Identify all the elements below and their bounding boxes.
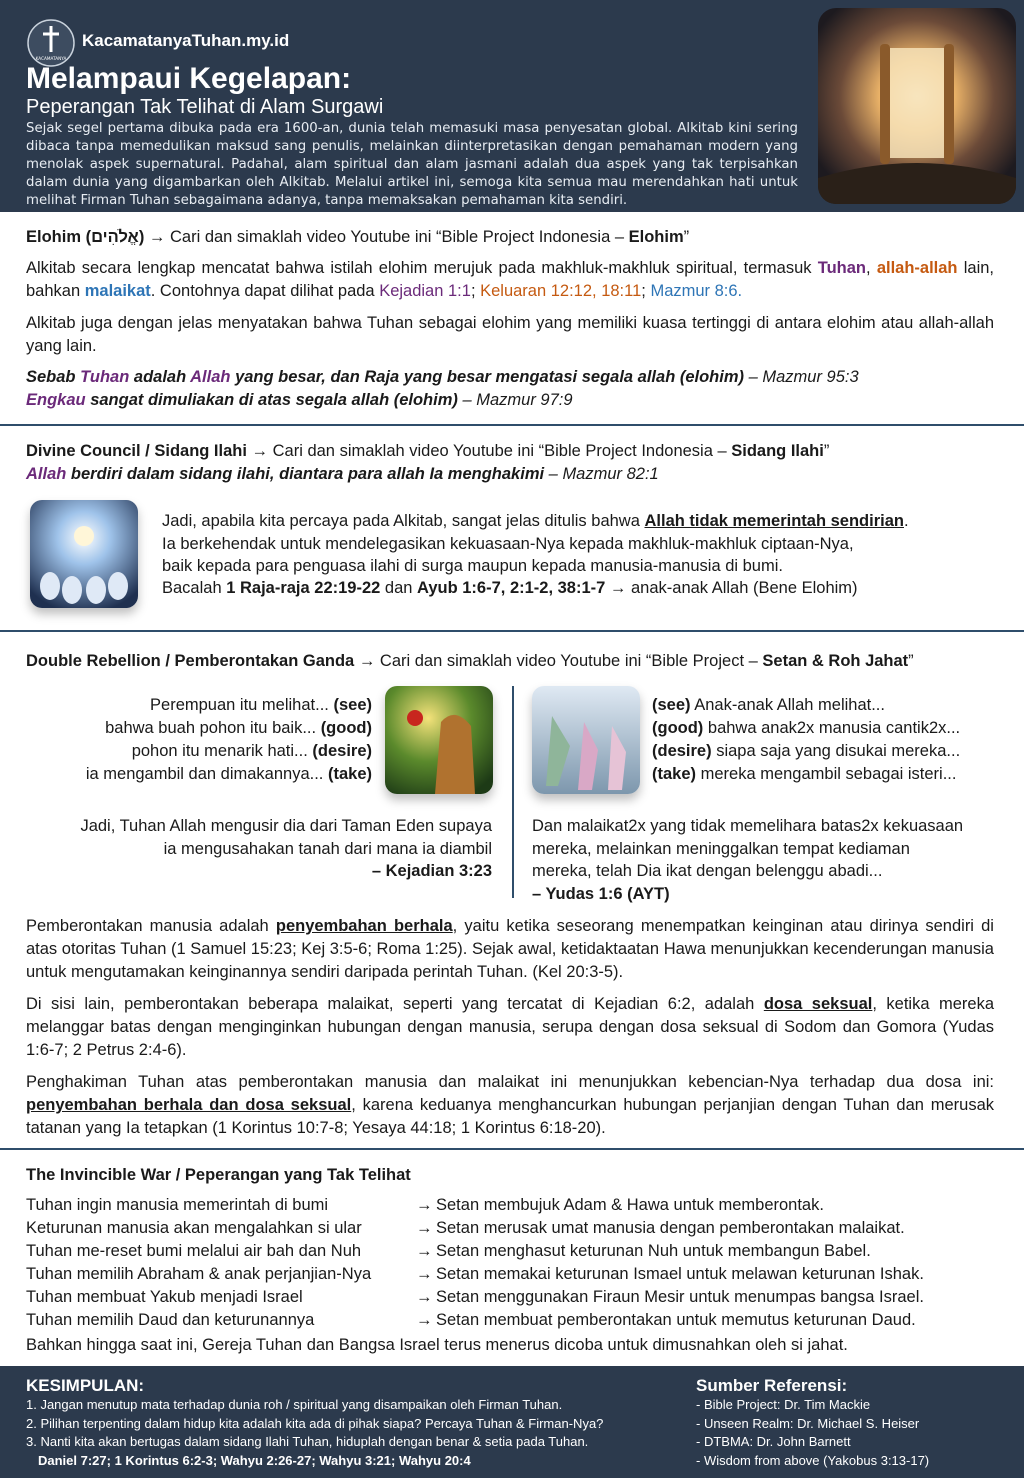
war-row (26, 1242, 996, 1264)
arrow-right-icon: → (416, 1242, 433, 1260)
war-satan-action: Setan menggunakan Firaun Mesir untuk menumpas bangsa Israel. (436, 1288, 924, 1306)
text: sangat dimuliakan di atas segala allah (elohim) (85, 391, 458, 409)
verse-line: mereka, telah Dia ikat dengan belenggu abadi... (532, 862, 883, 880)
text: ia mengambil dan dimakannya... (85, 765, 328, 783)
reference-title: Sumber Referensi: (696, 1376, 848, 1395)
sep: ; (470, 282, 481, 300)
war-satan-action: Setan membujuk Adam & Hawa untuk memberontak. (436, 1196, 824, 1214)
council-text-4 (162, 577, 1002, 600)
verse-ref: – Mazmur 97:9 (457, 391, 573, 409)
divine-council-image (30, 500, 138, 608)
eve-line-desire (26, 740, 372, 763)
conclusion-title: KESIMPULAN: (26, 1376, 145, 1395)
arrow-right-icon: → (416, 1219, 433, 1237)
war-god-action: Tuhan me-reset bumi melalui air bah dan Nuh (26, 1242, 362, 1260)
text: siapa saja yang disukai mereka... (711, 742, 961, 760)
elohim-paragraph-2: Alkitab juga dengan jelas menyatakan bahwa Tuhan sebagai elohim yang memiliki kuasa tertinggi di antara elohim atau allah-allah yang lain. (26, 314, 994, 355)
keyword: (see) (652, 696, 691, 714)
keyword: (desire) (652, 742, 712, 760)
war-row (26, 1288, 996, 1310)
verse-ref: – Mazmur 95:3 (744, 368, 859, 386)
footer (0, 1366, 1024, 1478)
war-satan-action: Setan merusak umat manusia dengan pemberontakan malaikat. (436, 1219, 905, 1237)
page-subtitle: Peperangan Tak Telihat di Alam Surgawi (26, 96, 384, 118)
council-heading (26, 440, 994, 463)
ref-kejadian: Kejadian 1:1 (379, 282, 471, 300)
emphasis: penyembahan berhala dan dosa seksual (26, 1096, 352, 1114)
highlight-tuhan: Tuhan (817, 259, 866, 277)
conclusion-item: 2. Pilihan terpenting dalam hidup kita adalah kita ada di pihak siapa? Percaya Tuhan & Firman-Nya? (26, 1415, 604, 1431)
text: pohon itu menarik hati... (131, 742, 313, 760)
rebellion-paragraph-3 (26, 1071, 994, 1140)
emphasis: dosa seksual (763, 995, 873, 1013)
ref-ayub: Ayub 1:6-7, 2:1-2, 38:1-7 (417, 579, 606, 597)
angel-line-take (652, 763, 1012, 786)
eve-line-good (26, 717, 372, 740)
war-god-action: Tuhan memilih Daud dan keturunannya (26, 1311, 315, 1329)
rebellion-title: Double Rebellion / Pemberontakan Ganda (26, 652, 355, 670)
text: Anak-anak Allah melihat... (690, 696, 885, 714)
war-row (26, 1311, 996, 1333)
arrow-right-icon: → (416, 1311, 433, 1329)
verse-ref: – Yudas 1:6 (AYT) (532, 884, 670, 903)
text: yang besar, dan Raja yang besar mengatasi segala allah (elohim) (230, 368, 745, 386)
text: mereka mengambil sebagai isteri... (696, 765, 957, 783)
conclusion-verses: Daniel 7:27; 1 Korintus 6:2-3; Wahyu 2:26-27; Wahyu 3:21; Wahyu 20:4 (38, 1452, 471, 1468)
war-heading: The Invincible War / Peperangan yang Tak Telihat (26, 1166, 411, 1184)
text: Jadi, apabila kita percaya pada Alkitab, sangat jelas ditulis bahwa (162, 512, 645, 530)
text: , ketika mereka melanggar batas dengan menginginkan hubungan dengan manusia, serupa dengan dosa seksual di Sodom dan Gomora (Yudas 1:6-7; 2 Petrus 2:4-6). (26, 995, 995, 1059)
elohim-video-title: Elohim (628, 228, 684, 246)
keyword: (see) (333, 696, 372, 714)
war-row (26, 1265, 996, 1287)
eve-lines (26, 694, 372, 786)
text: lain, bahkan (26, 259, 994, 300)
highlight-malaikat: malaikat (84, 282, 151, 300)
page-title: Melampaui Kegelapan: (26, 62, 352, 95)
text: , yaitu ketika seseorang menempatkan keinginan atau dirinya sendiri di atas otoritas Tuhan (1 Samuel 15:23; Kej 3:5-6; Roma 1:25). Sejak awal, ketidaktaatan Hawa menunjukkan kecenderungan manusia untuk mengutamakan keinginannya sendiri daripada perintah Tuhan. (Kel 20:3-5). (26, 917, 994, 981)
quote-mazmur-95 (26, 366, 994, 389)
text: Alkitab secara lengkap mencatat bahwa istilah elohim merujuk pada makhluk-makhluk spiritual, termasuk (26, 259, 818, 277)
conclusion-list (26, 1396, 686, 1470)
text: Penghakiman Tuhan atas pemberontakan manusia dan malaikat ini menunjukkan kebencian-Nya terhadap dua dosa ini: (26, 1073, 994, 1091)
highlight-engkau: Engkau (26, 391, 86, 409)
verse-line: Jadi, Tuhan Allah mengusir dia dari Taman Eden supaya (80, 817, 492, 835)
conclusion-item: 3. Nanti kita akan bertugas dalam sidang Ilahi Tuhan, hiduplah dengan benar & setia pada Tuhan. (26, 1434, 589, 1449)
intro-paragraph: Sejak segel pertama dibuka pada era 1600-an, dunia telah memasuki masa penyesatan global. Alkitab kini sering dibaca tanpa memedulikan maksud sang penulis, melainkan diinterpretasikan dengan pemahaman modern yang menolak aspek supernatural. Padahal, alam spiritual dan alam jasmani adalah dua aspek yang tak terpisahkan dalam dunia yang digambarkan oleh Alkitab. Melalui artikel ini, semoga kita semua mau merendahkan hati untuk melihat Firman Tuhan sebagaimana adanya, tanpa memaksakan pemahaman kita sendiri. (26, 121, 798, 208)
elohim-title: Elohim (אֱלֹהִים) (26, 228, 145, 246)
section-divider (0, 424, 1024, 426)
verse-ref: – Kejadian 3:23 (371, 862, 492, 880)
reference-item: - Unseen Realm: Dr. Michael S. Heiser (696, 1415, 920, 1431)
war-row (26, 1196, 996, 1218)
highlight-tuhan: Tuhan (80, 368, 130, 386)
reference-item: - Wisdom from above (Yakobus 3:13-17) (696, 1452, 930, 1468)
section-divider (0, 1148, 1024, 1150)
verse-line: ia mengusahakan tanah dari mana ia diambil (163, 839, 492, 858)
highlight-allah: Allah (190, 368, 231, 386)
elohim-paragraph-1 (26, 257, 994, 303)
rebellion-paragraph-2 (26, 993, 994, 1062)
text: → anak-anak Allah (Bene Elohim) (605, 579, 858, 597)
text: Di sisi lain, pemberontakan beberapa malaikat, seperti yang tercatat di Kejadian 6:2, adalah (26, 995, 764, 1013)
reference-item: - DTBMA: Dr. John Barnett (696, 1434, 851, 1449)
highlight-allah: Allah (26, 465, 67, 483)
text: , karena keduanya menghancurkan hubungan perjanjian dengan Tuhan dan merusak tatanan yang Ia tetapkan (1 Korintus 10:7-8; Yesaya 44:18; 1 Korintus 6:18-20). (26, 1096, 994, 1137)
site-url[interactable]: KacamatanyaTuhan.my.id (82, 31, 290, 50)
emphasis: penyembahan berhala (275, 917, 453, 935)
war-god-action: Tuhan ingin manusia memerintah di bumi (26, 1196, 329, 1214)
quote-close: ” (908, 652, 914, 670)
verse-line: mereka, melainkan meninggalkan tempat kediaman (532, 839, 910, 858)
text: Bacalah (162, 579, 227, 597)
text: berdiri dalam sidang ilahi, diantara para allah Ia menghakimi (66, 465, 545, 483)
rebellion-video-title: Setan & Roh Jahat (762, 652, 909, 670)
angels-women-image (532, 686, 640, 794)
war-satan-action: Setan menghasut keturunan Nuh untuk membangun Babel. (436, 1242, 871, 1260)
text: dan (380, 579, 418, 597)
reference-list (696, 1396, 1016, 1470)
ref-mazmur: Mazmur 8:6. (650, 282, 743, 300)
elohim-heading (26, 226, 994, 249)
text: Sebab (26, 368, 81, 386)
war-satan-action: Setan membuat pemberontakan untuk memutus keturunan Daud. (436, 1311, 916, 1329)
keyword: (take) (327, 765, 372, 783)
quote-close: ” (683, 228, 690, 246)
emphasis: Allah tidak memerintah sendirian (644, 512, 904, 530)
war-row (26, 1219, 996, 1241)
jude-verse (532, 815, 1018, 905)
genesis-verse (26, 815, 492, 883)
keyword: (good) (652, 719, 704, 737)
council-video-title: Sidang Ilahi (731, 442, 824, 460)
council-title: Divine Council / Sidang Ilahi (26, 442, 247, 460)
reference-item: - Bible Project: Dr. Tim Mackie (696, 1397, 871, 1412)
svg-text:KACAMATANYA: KACAMATANYA (35, 56, 67, 61)
rebellion-heading (26, 650, 994, 673)
column-divider (512, 686, 514, 898)
elohim-video-hint: → Cari dan simaklah video Youtube ini “Bible Project Indonesia – (144, 228, 629, 246)
highlight-allah-allah: allah-allah (876, 259, 958, 277)
war-satan-action: Setan memakai keturunan Ismael untuk melawan keturunan Ishak. (436, 1265, 924, 1283)
war-closing: Bahkan hingga saat ini, Gereja Tuhan dan Bangsa Israel terus menerus dicoba untuk dimusnahkan oleh si jahat. (26, 1336, 848, 1354)
war-god-action: Keturunan manusia akan mengalahkan si ular (26, 1219, 362, 1237)
text: adalah (129, 368, 191, 386)
keyword: (good) (320, 719, 372, 737)
council-text-3: baik kepada para penguasa ilahi di surga maupun kepada manusia-manusia di bumi. (162, 557, 783, 575)
council-text-1 (162, 510, 1002, 533)
war-god-action: Tuhan membuat Yakub menjadi Israel (26, 1288, 303, 1306)
war-god-action: Tuhan memilih Abraham & anak perjanjian-Nya (26, 1265, 372, 1283)
sep: ; (641, 282, 651, 300)
section-divider (0, 630, 1024, 632)
text: Perempuan itu melihat... (150, 696, 334, 714)
arrow-right-icon: → (416, 1288, 433, 1306)
eve-image (385, 686, 493, 794)
text: Pemberontakan manusia adalah (26, 917, 276, 935)
text: bahwa anak2x manusia cantik2x... (703, 719, 961, 737)
angel-line-desire (652, 740, 1012, 763)
council-video-hint: → Cari dan simaklah video Youtube ini “Bible Project Indonesia – (246, 442, 732, 460)
verse-line: Dan malaikat2x yang tidak memelihara batas2x kekuasaan (532, 817, 964, 835)
quote-mazmur-97 (26, 389, 994, 412)
quote-close: ” (823, 442, 830, 460)
eve-line-see (26, 694, 372, 717)
rebellion-paragraph-1 (26, 915, 994, 984)
text: bahwa buah pohon itu baik... (105, 719, 321, 737)
eve-line-take (26, 763, 372, 786)
keyword: (desire) (312, 742, 372, 760)
angel-line-good (652, 717, 1012, 740)
ref-raja: 1 Raja-raja 22:19-22 (226, 579, 381, 597)
keyword: (take) (652, 765, 697, 783)
rebellion-video-hint: → Cari dan simaklah video Youtube ini “Bible Project – (354, 652, 763, 670)
text: . Contohnya dapat dilihat pada (150, 282, 380, 300)
hero-image (818, 8, 1016, 204)
quote-mazmur-82 (26, 463, 994, 486)
text: . (903, 512, 909, 530)
conclusion-item: 1. Jangan menutup mata terhadap dunia roh / spiritual yang disampaikan oleh Firman Tuhan. (26, 1397, 563, 1412)
header-banner (0, 0, 1024, 212)
angel-line-see (652, 694, 1012, 717)
verse-ref: – Mazmur 82:1 (544, 465, 659, 483)
council-text-2: Ia berkehendak untuk mendelegasikan kekuasaan-Nya kepada makhluk-makhluk ciptaan-Nya, (162, 535, 854, 553)
text: , (866, 259, 871, 277)
logo-icon (26, 18, 76, 68)
arrow-right-icon: → (416, 1196, 433, 1214)
ref-keluaran: Keluaran 12:12, 18:11 (480, 282, 642, 300)
angel-lines (652, 694, 1012, 786)
arrow-right-icon: → (416, 1265, 433, 1283)
